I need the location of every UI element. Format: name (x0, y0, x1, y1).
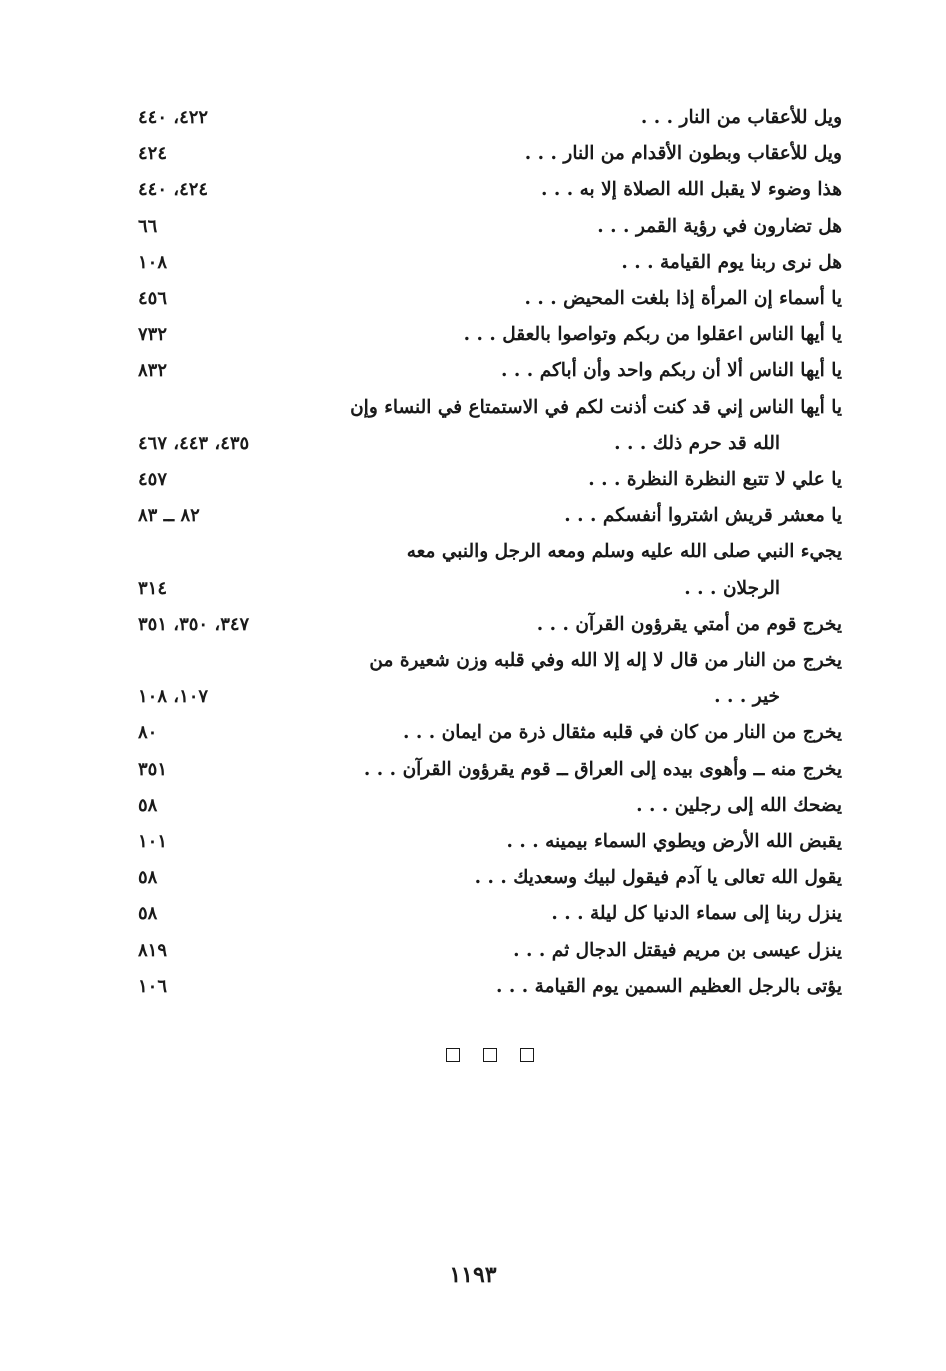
entry-pages-value: ٨١٩ (138, 939, 168, 961)
entry-pages (120, 317, 328, 353)
entry-text (332, 317, 842, 353)
entry-text-line: يقبض الله الأرض ويطوي السماء بيمينه . . . (506, 831, 842, 853)
index-entry (120, 824, 842, 860)
entry-text (332, 353, 842, 389)
page-number: ١١٩٣ (449, 1262, 497, 1288)
entry-text (332, 715, 842, 751)
index-entry (120, 788, 842, 824)
entry-pages (120, 462, 328, 498)
entry-text-line: ويل للأعقاب وبطون الأقدام من النار . . . (524, 143, 842, 165)
entry-text-continuation: الله قد حرم ذلك . . . (614, 432, 780, 454)
entry-text (332, 462, 842, 498)
entry-text-line: يقول الله تعالى يا آدم فيقول لبيك وسعديك . . . (474, 867, 842, 889)
entry-text-line: ينزل ربنا إلى سماء الدنيا كل ليلة . . . (551, 903, 842, 925)
entry-pages-value: ٣٥١ (138, 758, 168, 780)
entry-pages (120, 353, 328, 389)
index-entry (120, 643, 842, 715)
entry-text-line: يا أيها الناس ألا أن ربكم واحد وأن أباكم . . . (501, 360, 842, 382)
entry-text (332, 534, 842, 606)
entry-pages (120, 752, 328, 788)
entry-text-line: هل نرى ربنا يوم القيامة . . . (621, 251, 842, 273)
index-entry (120, 860, 842, 896)
entry-pages (120, 100, 328, 136)
entry-pages (120, 607, 328, 643)
entry-text (332, 390, 842, 462)
index-entry (120, 498, 842, 534)
entry-text-line: يا أيها الناس اعقلوا من ربكم وتواصوا بالعقل . . . (463, 324, 842, 346)
entry-text-line: يضحك الله إلى رجلين . . . (636, 794, 842, 816)
entry-text-line: يا علي لا تتبع النظرة النظرة . . . (588, 469, 842, 491)
entry-pages (120, 715, 328, 751)
index-entry (120, 390, 842, 462)
entry-text-line: يا أيها الناس إني قد كنت أذنت لكم في الاستمتاع في النساء وإن (350, 396, 842, 418)
entry-text-line: يا معشر قريش اشتروا أنفسكم . . . (564, 505, 842, 527)
entry-pages (120, 209, 328, 245)
index-entry (120, 933, 842, 969)
entry-text (332, 281, 842, 317)
index-entry (120, 969, 842, 1005)
entry-text-continuation: خير . . . (714, 686, 780, 708)
entry-pages (120, 136, 328, 172)
entry-text (332, 498, 842, 534)
entry-pages-value: ٥٨ (138, 794, 158, 816)
entry-text (332, 172, 842, 208)
entry-text (332, 100, 842, 136)
entry-text (332, 969, 842, 1005)
entry-pages (120, 679, 328, 715)
entry-pages-value: ٥٨ (138, 903, 158, 925)
entry-pages (120, 281, 328, 317)
entry-pages-value: ٤٢٤ (138, 143, 168, 165)
entry-text-line: هذا وضوء لا يقبل الله الصلاة إلا به . . . (540, 179, 842, 201)
entry-text (332, 209, 842, 245)
entry-pages-value: ١٠٧، ١٠٨ (138, 686, 209, 708)
entry-pages (120, 426, 328, 462)
entry-pages (120, 245, 328, 281)
entry-pages-value: ١٠٦ (138, 975, 168, 997)
entry-pages-value: ٦٦ (138, 215, 158, 237)
square-ornament-icon (520, 1048, 534, 1062)
entry-text-line: يخرج من النار من كان في قلبه مثقال ذرة من ايمان . . . (403, 722, 842, 744)
section-end-ornament (446, 1046, 534, 1064)
entry-text (332, 643, 842, 715)
index-entry (120, 245, 842, 281)
index-entry (120, 136, 842, 172)
index-entry (120, 100, 842, 136)
entry-text (332, 860, 842, 896)
entry-pages (120, 860, 328, 896)
entry-pages-value: ٨٣٢ (138, 360, 168, 382)
index-entry (120, 752, 842, 788)
entry-text (332, 136, 842, 172)
entry-pages-value: ٤٣٥، ٤٤٣، ٤٦٧ (138, 432, 250, 454)
entry-text (332, 245, 842, 281)
entry-text (332, 933, 842, 969)
entry-pages (120, 172, 328, 208)
entry-pages-value: ٤٥٧ (138, 469, 168, 491)
entry-text (332, 896, 842, 932)
entry-pages (120, 824, 328, 860)
entry-text-line: يخرج قوم من أمتي يقرؤون القرآن . . . (536, 613, 842, 635)
entry-pages-value: ٤٢٢، ٤٤٠ (138, 107, 209, 128)
square-ornament-icon (446, 1048, 460, 1062)
entry-pages-value: ٨٢ ــ ٨٣ (138, 505, 200, 527)
entry-pages-value: ٤٢٤، ٤٤٠ (138, 179, 209, 201)
entry-pages (120, 969, 328, 1005)
entry-text (332, 788, 842, 824)
entry-pages (120, 788, 328, 824)
entry-text-continuation: الرجلان . . . (684, 577, 780, 599)
entry-pages-value: ١٠١ (138, 831, 168, 853)
entry-text (332, 752, 842, 788)
index-entry (120, 317, 842, 353)
entry-pages-value: ٤٥٦ (138, 288, 168, 310)
entry-text-line: يخرج من النار من قال لا إله إلا الله وفي قلبه وزن شعيرة من (369, 650, 842, 672)
index-entry (120, 715, 842, 751)
index-entry (120, 462, 842, 498)
entry-pages-value: ٥٨ (138, 867, 158, 889)
entry-pages (120, 498, 328, 534)
entry-pages-value: ٣٤٧، ٣٥٠، ٣٥١ (138, 613, 250, 635)
entry-text-line: يا أسماء إن المرأة إذا بلغت المحيض . . . (524, 288, 842, 310)
entry-text (332, 824, 842, 860)
index-entry (120, 353, 842, 389)
index-entry (120, 281, 842, 317)
entry-text (332, 607, 842, 643)
entry-pages-value: ١٠٨ (138, 251, 168, 273)
square-ornament-icon (483, 1048, 497, 1062)
entry-text-line: يؤتى بالرجل العظيم السمين يوم القيامة . . . (496, 975, 842, 997)
index-entry (120, 607, 842, 643)
entry-pages-value: ٧٣٢ (138, 324, 168, 346)
entry-text-line: ويل للأعقاب من النار . . . (640, 107, 842, 128)
index-entry (120, 896, 842, 932)
hadith-index-list (120, 100, 842, 1005)
index-entry (120, 209, 842, 245)
entry-text-line: هل تضارون في رؤية القمر . . . (597, 215, 842, 237)
entry-text-line: يخرج منه ــ وأهوى بيده إلى العراق ــ قوم يقرؤون القرآن . . . (363, 758, 842, 780)
entry-pages (120, 896, 328, 932)
index-entry (120, 172, 842, 208)
index-entry (120, 534, 842, 606)
entry-text-line: يجيء النبي صلى الله عليه وسلم ومعه الرجل والنبي معه (406, 541, 842, 563)
entry-pages-value: ٣١٤ (138, 577, 168, 599)
entry-pages (120, 933, 328, 969)
entry-pages-value: ٨٠ (138, 722, 158, 744)
entry-text-line: ينزل عيسى بن مريم فيقتل الدجال ثم . . . (513, 939, 842, 961)
entry-pages (120, 571, 328, 607)
